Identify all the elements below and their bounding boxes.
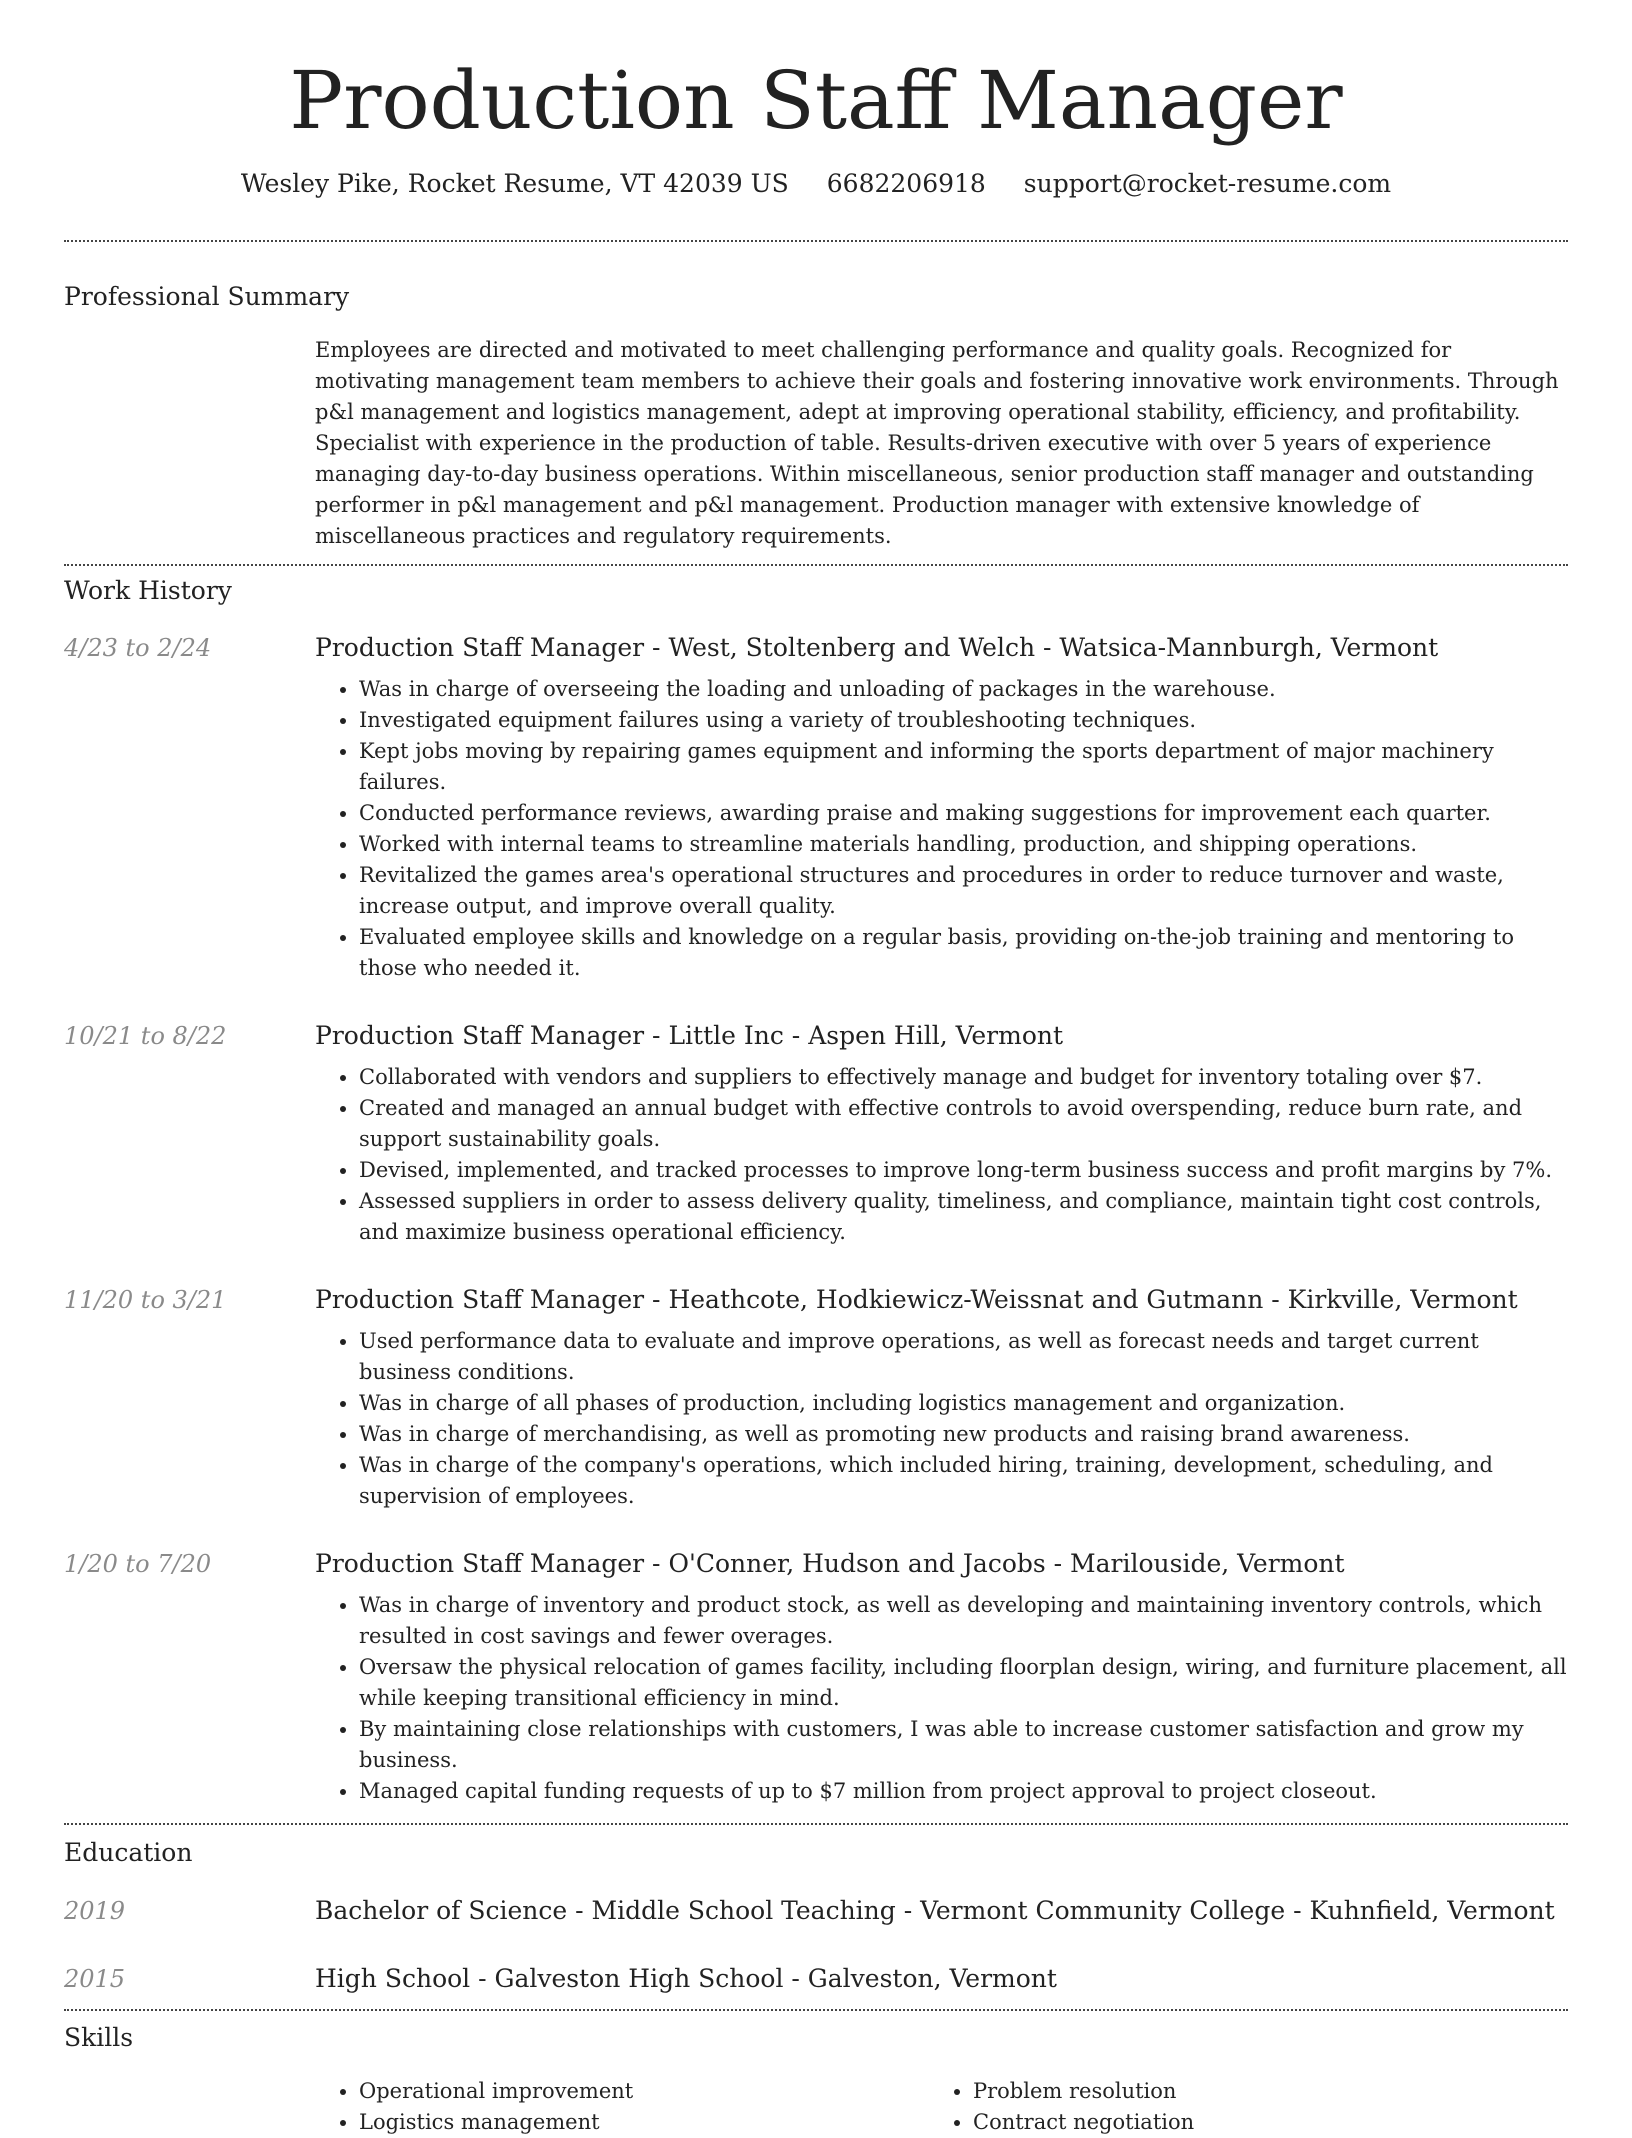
job-heading: Production Staff Manager - West, Stoltenberg and Welch - Watsica-Mannburgh, Vermont [315,633,1439,662]
resume-title: Production Staff Manager [289,54,1343,147]
job-bullet: • Was in charge of the company's operations, which included hiring, training, development, scheduling, and supervision of employees. [359,1450,1568,1512]
summary-row [64,335,1568,552]
job-bullet: • Evaluated employee skills and knowledge on a regular basis, providing on-the-job training and mentoring to those who needed it. [359,922,1568,984]
job-heading: Production Staff Manager - Little Inc - Aspen Hill, Vermont [315,1021,1064,1050]
skills-grid [315,2076,1568,2138]
job-bullet: • Oversaw the physical relocation of games facility, including floorplan design, wiring, and furniture placement, all while keeping transitional efficiency in mind. [359,1652,1568,1714]
job-dates: 4/23 to 2/24 [64,634,212,662]
job-bullet: • Devised, implemented, and tracked processes to improve long-term business success and profit margins by 7%. [359,1155,1568,1186]
job-bullet: • Managed capital funding requests of up to $7 million from project approval to project closeout. [359,1776,1568,1807]
contact-line [64,168,1568,200]
job-bullets [315,674,1568,984]
job-bullets [315,1590,1568,1807]
section-divider [64,2009,1568,2011]
education-entry [64,1963,1568,1995]
education-year: 2015 [64,1965,126,1993]
job-bullet: • Assessed suppliers in order to assess delivery quality, timeliness, and compliance, maintain tight cost controls, and maximize business operational efficiency. [359,1186,1568,1248]
job-dates: 11/20 to 3/21 [64,1286,227,1314]
job-bullet: • Was in charge of merchandising, as well as promoting new products and raising brand awareness. [359,1419,1568,1450]
job-bullet: • Used performance data to evaluate and improve operations, as well as forecast needs and target current business conditions. [359,1326,1568,1388]
skill-item: • Contract negotiation [973,2107,1568,2138]
job-bullet: • Investigated equipment failures using a variety of troubleshooting techniques. [359,705,1568,736]
education-section-title: Education [64,1838,193,1867]
skills-section-title: Skills [64,2023,134,2052]
skill-item: • Logistics management [359,2107,929,2138]
job-bullets [315,1062,1568,1248]
work-section-title: Work History [64,576,232,605]
job-bullet: • Was in charge of inventory and product stock, as well as developing and maintaining inventory controls, which resulted in cost savings and fewer overages. [359,1590,1568,1652]
job-bullet: • Revitalized the games area's operational structures and procedures in order to reduce turnover and waste, increase output, and improve overall quality. [359,860,1568,922]
skill-item: • Operational improvement [359,2076,929,2107]
education-heading: High School - Galveston High School - Galveston, Vermont [315,1964,1057,1993]
education-entry [64,1895,1568,1927]
job-dates: 10/21 to 8/22 [64,1022,227,1050]
job-dates: 1/20 to 7/20 [64,1550,212,1578]
job-bullet: • Was in charge of overseeing the loading and unloading of packages in the warehouse. [359,674,1568,705]
job-entry [64,632,1568,984]
skills-column-left [315,2076,929,2138]
education-year: 2019 [64,1897,126,1925]
job-entry [64,1284,1568,1512]
job-bullet: • Created and managed an annual budget with effective controls to avoid overspending, reduce burn rate, and support sustainability goals. [359,1093,1568,1155]
skills-row [64,2076,1568,2138]
job-heading: Production Staff Manager - O'Conner, Hudson and Jacobs - Marilouside, Vermont [315,1549,1345,1578]
education-heading: Bachelor of Science - Middle School Teaching - Vermont Community College - Kuhnfield, Vermont [315,1896,1555,1925]
job-entry [64,1020,1568,1248]
job-bullet: • Worked with internal teams to streamline materials handling, production, and shipping operations. [359,829,1568,860]
section-divider [64,1823,1568,1825]
contact-phone: 6682206918 [826,169,986,198]
skills-column-right [929,2076,1568,2138]
job-heading: Production Staff Manager - Heathcote, Hodkiewicz-Weissnat and Gutmann - Kirkville, Vermont [315,1285,1518,1314]
job-bullet: • By maintaining close relationships with customers, I was able to increase customer satisfaction and grow my business. [359,1714,1568,1776]
summary-section-title: Professional Summary [64,282,350,311]
contact-email: support@rocket-resume.com [1023,169,1392,198]
job-bullets [315,1326,1568,1512]
section-divider [64,564,1568,566]
summary-text: Employees are directed and motivated to meet challenging performance and quality goals. Recognized for motivating management team members to achieve their goals and fostering innovative work environments. Through p&l management and logistics management, adept at improving operational stability, efficiency, and profitability. Specialist with experience in the production of table. Results-driven executive with over 5 years of experience managing day-to-day business operations. Within miscellaneous, senior production staff manager and outstanding performer in p&l management and p&l management. Production manager with extensive knowledge of miscellaneous practices and regulatory requirements. [315,338,1559,548]
section-divider [64,240,1568,242]
skill-item: • Problem resolution [973,2076,1568,2107]
job-bullet: • Was in charge of all phases of production, including logistics management and organization. [359,1388,1568,1419]
job-bullet: • Collaborated with vendors and suppliers to effectively manage and budget for inventory totaling over $7. [359,1062,1568,1093]
job-entry [64,1548,1568,1807]
job-bullet: • Kept jobs moving by repairing games equipment and informing the sports department of major machinery failures. [359,736,1568,798]
contact-address: Wesley Pike, Rocket Resume, VT 42039 US [240,169,789,198]
job-bullet: • Conducted performance reviews, awarding praise and making suggestions for improvement each quarter. [359,798,1568,829]
resume-page [64,0,1568,2138]
